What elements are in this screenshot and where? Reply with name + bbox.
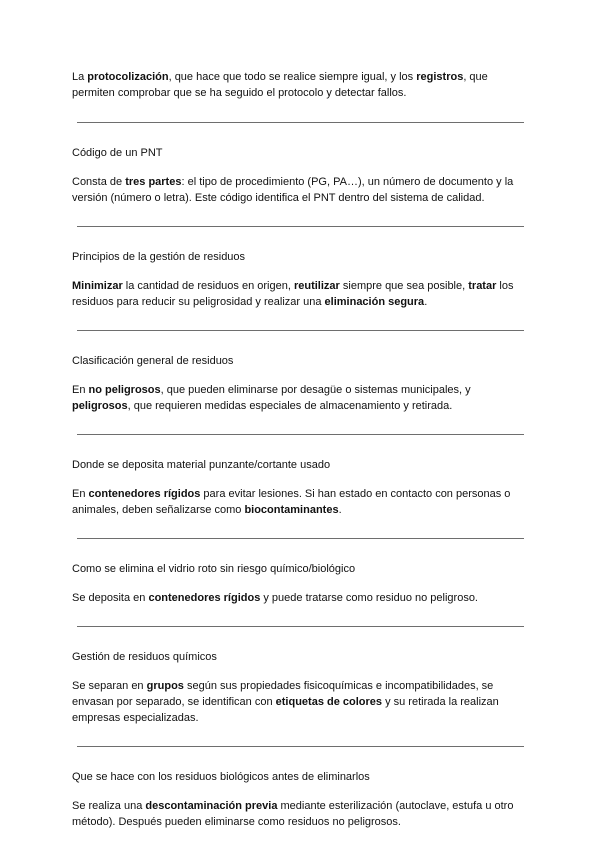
intro-paragraph xyxy=(72,69,522,101)
text-run: los residuos para reducir su peligrosidad y realizar una xyxy=(72,280,514,308)
card-question: Principios de la gestión de residuos xyxy=(72,251,246,263)
flashcard xyxy=(72,249,522,331)
card-question: Clasificación general de residuos xyxy=(72,355,234,367)
divider xyxy=(77,122,524,123)
bold-term: contenedores rígidos xyxy=(148,592,261,604)
text-run: En xyxy=(72,384,89,396)
bold-term: descontaminación previa xyxy=(145,800,278,812)
text-run: , que permiten comprobar que se ha seguido el protocolo y detectar fallos. xyxy=(72,71,488,99)
divider xyxy=(77,626,524,627)
text-run: siempre que sea posible, xyxy=(339,280,469,292)
text-run: , que hace que todo se realice siempre igual, y los xyxy=(168,71,417,83)
text-run: Se realiza una xyxy=(72,800,146,812)
bold-term: no peligrosos xyxy=(88,384,161,396)
bold-term: etiquetas de colores xyxy=(275,696,383,708)
bold-term: protocolización xyxy=(87,71,169,83)
divider xyxy=(77,538,524,539)
bold-term: biocontaminantes xyxy=(244,504,339,516)
divider xyxy=(77,746,524,747)
divider xyxy=(77,434,524,435)
card-question: Como se elimina el vidrio roto sin riesgo químico/biológico xyxy=(72,563,356,575)
text-run: la cantidad de residuos en origen, xyxy=(122,280,294,292)
card-answer xyxy=(72,590,522,606)
text-run: Consta de xyxy=(72,176,126,188)
flashcard xyxy=(72,649,522,747)
text-run: , que requieren medidas especiales de almacenamiento y retirada. xyxy=(127,400,453,412)
text-run: . xyxy=(424,296,428,308)
text-run: Se deposita en xyxy=(72,592,149,604)
card-question: Gestión de residuos químicos xyxy=(72,651,217,663)
divider xyxy=(77,330,524,331)
flashcard xyxy=(72,353,522,435)
bold-term: peligrosos xyxy=(72,400,128,412)
bold-term: Minimizar xyxy=(72,280,123,292)
text-run: . xyxy=(338,504,342,516)
text-run: según sus propiedades fisicoquímicas e incompatibilidades, se envasan por separado, se identifican con xyxy=(72,680,494,708)
text-run: mediante esterilización (autoclave, estufa u otro método). Después pueden eliminarse como residuos no peligrosos. xyxy=(72,800,514,828)
card-question: Código de un PNT xyxy=(72,147,163,159)
card-answer xyxy=(72,798,522,830)
card-answer xyxy=(72,278,522,310)
bold-term: eliminación segura xyxy=(324,296,425,308)
bold-term: contenedores rígidos xyxy=(88,488,201,500)
flashcard xyxy=(72,769,522,830)
text-run: La xyxy=(72,71,88,83)
text-run: : el tipo de procedimiento (PG, PA…), un número de documento y la versión (número o letra). Este código identifica el PNT dentro del sistema de calidad. xyxy=(72,176,514,204)
divider xyxy=(77,226,524,227)
text-run: , que pueden eliminarse por desagüe o sistemas municipales, y xyxy=(160,384,471,396)
card-answer xyxy=(72,678,522,726)
text-run: Se separan en xyxy=(72,680,147,692)
card-answer xyxy=(72,174,522,206)
card-answer xyxy=(72,382,522,414)
card-list xyxy=(72,145,522,830)
card-question: Donde se deposita material punzante/cortante usado xyxy=(72,459,331,471)
card-question: Que se hace con los residuos biológicos antes de eliminarlos xyxy=(72,771,370,783)
card-answer xyxy=(72,486,522,518)
text-run: para evitar lesiones. Si han estado en contacto con personas o animales, deben señalizarse como xyxy=(72,488,511,516)
text-run: y puede tratarse como residuo no peligroso. xyxy=(260,592,478,604)
flashcard xyxy=(72,561,522,627)
text-run: En xyxy=(72,488,89,500)
bold-term: tres partes xyxy=(125,176,182,188)
flashcard xyxy=(72,457,522,539)
bold-term: registros xyxy=(416,71,464,83)
bold-term: reutilizar xyxy=(293,280,340,292)
flashcard xyxy=(72,145,522,227)
text-run: y su retirada la realizan empresas especializadas. xyxy=(72,696,499,724)
bold-term: grupos xyxy=(146,680,184,692)
bold-term: tratar xyxy=(468,280,497,292)
